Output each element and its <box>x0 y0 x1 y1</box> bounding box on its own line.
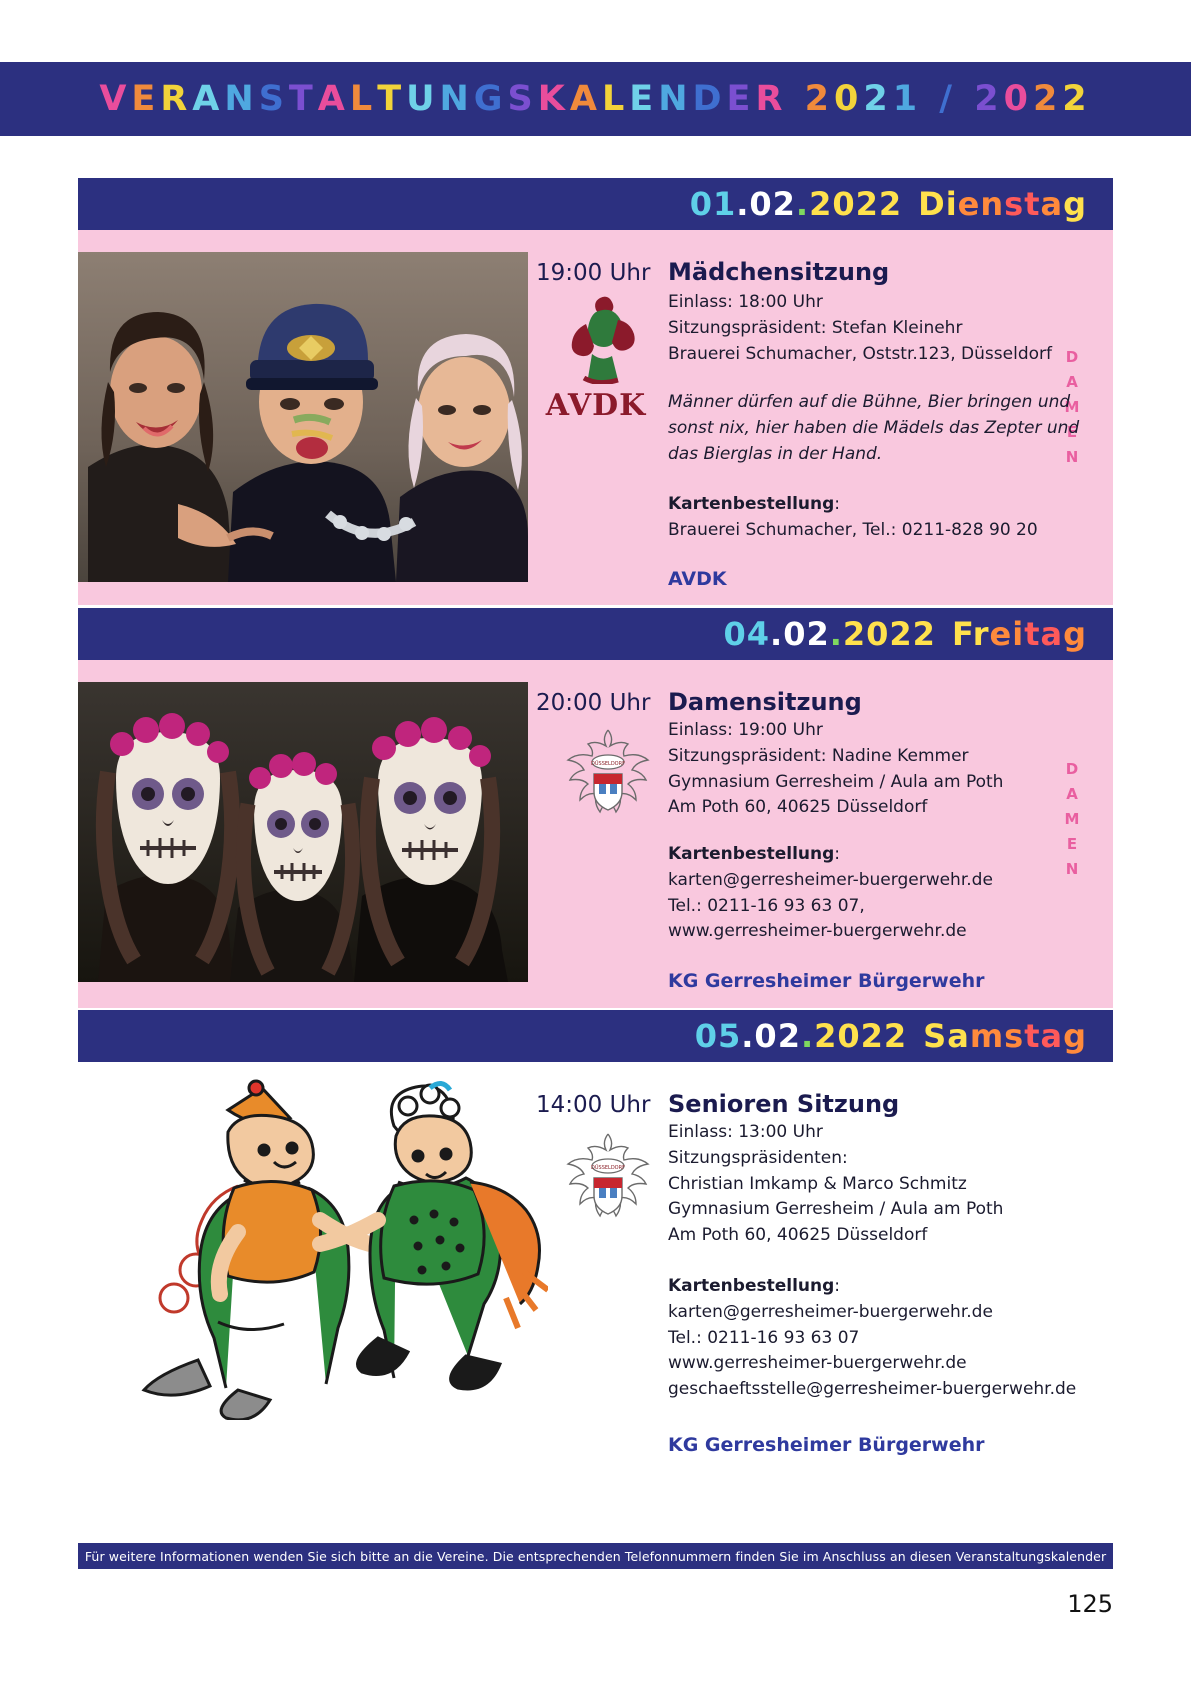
avdk-logo-text: AVDK <box>545 388 647 423</box>
ticket-line[interactable]: Tel.: 0211-16 93 63 07 <box>668 1327 860 1348</box>
ticket-line[interactable]: Tel.: 0211-16 93 63 07, <box>668 895 865 916</box>
sidebar-label-damen-1: DAMEN <box>1063 760 1081 885</box>
day-band-0 <box>78 178 1113 230</box>
colon: : <box>834 494 841 514</box>
event-detail-line: Sitzungspräsident: Stefan Kleinehr <box>668 317 963 338</box>
tickets-label: Kartenbestellung <box>668 844 835 864</box>
event-detail-line: Am Poth 60, 40625 Düsseldorf <box>668 797 928 818</box>
svg-text:DÜSSELDORF: DÜSSELDORF <box>591 1165 625 1171</box>
event-weekday-0: Dienstag <box>918 185 1087 223</box>
svg-text:DÜSSELDORF: DÜSSELDORF <box>591 761 625 767</box>
event-block-0 <box>78 230 1113 605</box>
ticket-line[interactable]: www.gerresheimer-buergerwehr.de <box>668 921 967 942</box>
event-details-1 <box>668 718 1068 821</box>
event-date-1: 04.02.2022 <box>723 615 936 653</box>
event-tickets-0 <box>668 492 1088 544</box>
page-number: 125 <box>1067 1590 1113 1618</box>
footer-note-bar <box>78 1543 1113 1569</box>
event-detail-line: Einlass: 18:00 Uhr <box>668 292 823 312</box>
event-date-0: 01.02.2022 <box>689 185 903 223</box>
event-detail-line: Brauerei Schumacher, Oststr.123, Düsseldorf <box>668 343 1052 364</box>
avdk-logo-icon <box>536 292 656 423</box>
colon: : <box>834 1276 841 1296</box>
tickets-label: Kartenbestellung <box>668 494 835 514</box>
event-detail-line: Gymnasium Gerresheim / Aula am Poth <box>668 771 1004 792</box>
event-time-1: 20:00 Uhr <box>536 690 651 716</box>
ticket-line[interactable]: Brauerei Schumacher, Tel.: 0211-828 90 20 <box>668 519 1038 540</box>
event-time-0: 19:00 Uhr <box>536 260 651 286</box>
event-weekday-2: Samstag <box>923 1017 1087 1055</box>
event-organizer-2[interactable]: KG Gerresheimer Bürgerwehr <box>668 1434 985 1456</box>
event-block-1 <box>78 660 1113 1008</box>
colon: : <box>834 844 841 864</box>
event-photo-2 <box>78 1070 548 1420</box>
event-photo-0 <box>78 252 528 582</box>
buergerwehr-wappen-icon-2 <box>558 1126 658 1230</box>
event-weekday-1: Freitag <box>951 615 1087 653</box>
event-details-2 <box>668 1120 1088 1249</box>
event-title-1: Damensitzung <box>668 688 862 716</box>
event-detail-line: Sitzungspräsident: Nadine Kemmer <box>668 745 969 766</box>
event-detail-line: Sitzungspräsidenten: <box>668 1147 848 1168</box>
event-note-0 <box>668 390 1080 467</box>
ticket-line[interactable]: karten@gerresheimer-buergerwehr.de <box>668 869 993 890</box>
ticket-line[interactable]: geschaeftsstelle@gerresheimer-buergerwehr.de <box>668 1379 1077 1400</box>
day-band-2 <box>78 1010 1113 1062</box>
ticket-line[interactable]: www.gerresheimer-buergerwehr.de <box>668 1353 967 1374</box>
event-title-0: Mädchensitzung <box>668 258 890 286</box>
event-detail-line: Einlass: 13:00 Uhr <box>668 1122 823 1142</box>
page-header-bar <box>0 62 1191 136</box>
day-band-1 <box>78 608 1113 660</box>
event-detail-line: Christian Imkamp & Marco Schmitz <box>668 1173 967 1194</box>
event-note-text: Männer dürfen auf die Bühne, Bier bringen und sonst nix, hier haben die Mädels das Zepter und das Bierglas in der Hand. <box>668 392 1080 464</box>
event-detail-line: Gymnasium Gerresheim / Aula am Poth <box>668 1199 1004 1220</box>
event-title-2: Senioren Sitzung <box>668 1090 900 1118</box>
event-block-2 <box>78 1062 1113 1542</box>
footer-note: Für weitere Informationen wenden Sie sich bitte an die Vereine. Die entsprechenden Telefonnummern finden Sie im Anschluss an diesen Veranstaltungskalender <box>84 1548 1107 1564</box>
event-date-2: 05.02.2022 <box>694 1017 908 1055</box>
event-tickets-1 <box>668 842 1098 945</box>
page-title: V E R A N S T A L T U N G S K A L E N D E R 2 0 2 1 / 2 0 2 2 <box>99 79 1092 119</box>
event-detail-line: Einlass: 19:00 Uhr <box>668 720 823 740</box>
event-details-0 <box>668 290 1068 367</box>
event-tickets-2 <box>668 1274 1138 1403</box>
sidebar-label-damen-0: DAMEN <box>1063 348 1081 473</box>
buergerwehr-wappen-icon-1 <box>558 722 658 826</box>
event-organizer-0[interactable]: AVDK <box>668 568 727 590</box>
event-detail-line: Am Poth 60, 40625 Düsseldorf <box>668 1225 928 1246</box>
tickets-label: Kartenbestellung <box>668 1276 835 1296</box>
event-photo-1 <box>78 682 528 982</box>
event-organizer-1[interactable]: KG Gerresheimer Bürgerwehr <box>668 970 985 992</box>
event-time-2: 14:00 Uhr <box>536 1092 651 1118</box>
ticket-line[interactable]: karten@gerresheimer-buergerwehr.de <box>668 1301 993 1322</box>
